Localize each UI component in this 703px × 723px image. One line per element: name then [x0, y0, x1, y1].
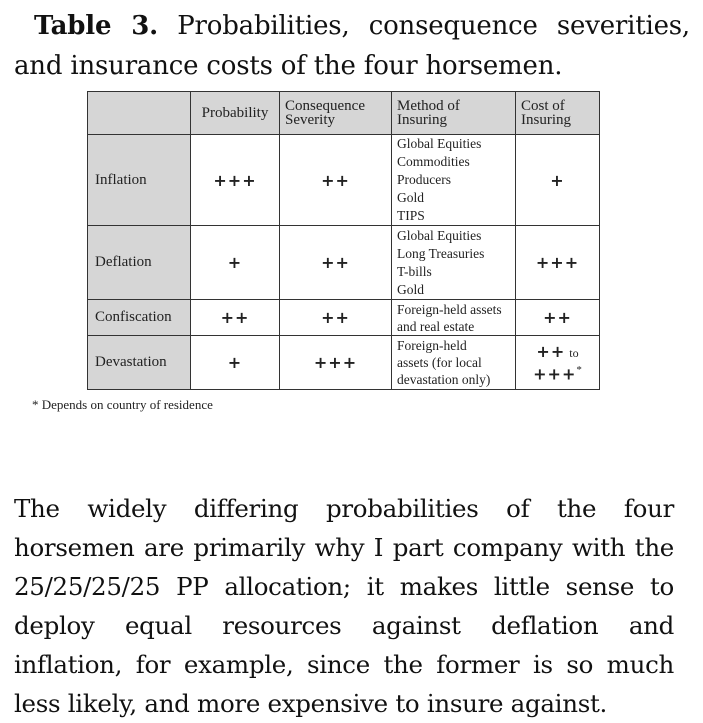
table-header-row	[88, 92, 600, 135]
row-label: Inflation	[88, 135, 191, 226]
method-item: Gold	[397, 281, 424, 297]
table-caption-text: Probabilities, consequence severities, and insurance costs of the four horsemen.	[14, 11, 690, 81]
cost-range-to: +++*	[533, 363, 582, 384]
table-number: Table 3.	[34, 11, 159, 41]
header-method-of-insuring: Method of Insuring	[392, 92, 516, 135]
severity-cell: +++	[280, 336, 392, 390]
probability-cell: +	[191, 336, 280, 390]
cost-cell: ++	[516, 300, 600, 336]
method-cell	[392, 226, 516, 300]
header-consequence-severity: Consequence Severity	[280, 92, 392, 135]
table-row-confiscation	[88, 300, 600, 336]
method-item: devastation only)	[397, 372, 491, 387]
table-footnote: * Depends on country of residence	[32, 397, 213, 412]
horsemen-table	[87, 91, 600, 390]
row-label: Deflation	[88, 226, 191, 300]
probability-cell: +	[191, 226, 280, 300]
method-item: Foreign-held assets	[397, 301, 502, 317]
table-row-devastation	[88, 336, 600, 390]
header-cost-of-insuring: Cost of Insuring	[516, 92, 600, 135]
method-cell	[392, 336, 516, 390]
probability-cell: ++	[191, 300, 280, 336]
table-caption	[14, 6, 690, 86]
severity-cell: ++	[280, 135, 392, 226]
method-cell	[392, 300, 516, 336]
method-item: Long Treasuries	[397, 245, 485, 261]
method-item: Global Equities	[397, 136, 482, 151]
method-item: TIPS	[397, 208, 425, 223]
header-corner-cell	[88, 92, 191, 135]
method-item: Gold	[397, 190, 424, 205]
method-item: T-bills	[397, 263, 432, 279]
method-item: Global Equities	[397, 227, 482, 243]
method-item: assets (for local	[397, 355, 482, 370]
cost-cell	[516, 336, 600, 390]
method-item: Commodities	[397, 154, 470, 169]
cost-cell: +	[516, 135, 600, 226]
cost-range-to-word: to	[569, 345, 579, 360]
body-paragraph: The widely differing probabilities of the four horsemen are primarily why I part company with the 25/25/25/25 PP allocation; it makes little sense to deploy equal resources against deflation and inflation, for example, since the former is so much less likely, and more expensive to insure against.	[14, 493, 674, 718]
severity-cell: ++	[280, 226, 392, 300]
severity-cell: ++	[280, 300, 392, 336]
table-row-deflation	[88, 226, 600, 300]
cost-cell: +++	[516, 226, 600, 300]
method-cell	[392, 135, 516, 226]
footnote-marker: *	[576, 363, 582, 376]
probability-cell: +++	[191, 135, 280, 226]
cost-range-from: ++ to	[536, 341, 579, 361]
table-row-inflation	[88, 135, 600, 226]
method-item: Producers	[397, 172, 451, 187]
method-item: Foreign-held	[397, 338, 467, 353]
row-label: Confiscation	[88, 300, 191, 336]
method-item: and real estate	[397, 318, 475, 334]
header-probability: Probability	[191, 92, 280, 135]
row-label: Devastation	[88, 336, 191, 390]
